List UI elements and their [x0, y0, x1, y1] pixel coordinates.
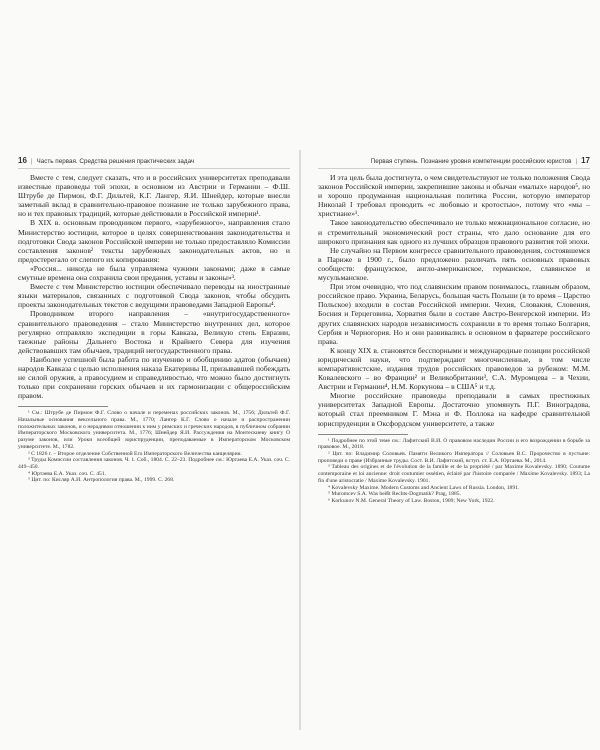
- running-title: Первая ступень. Познание уровня компетенции российских юристов: [370, 158, 572, 165]
- footnote: ³ Труды Комиссии составления законов. Ч. 1. Соб., 1804. С. 22–23. Подробнее см.: Юртаева Е.А. Указ. соч. С. 449–450.: [18, 457, 290, 470]
- quote-paragraph: «Россия... никогда не была управляема чужими законами; даже в самые смутные времена она сохранила свои предания, уставы и законы»³.: [18, 263, 290, 283]
- paragraph: Многие российские правоведы преподавали в самых престижных университетах Западной Европы. Достаточно упомянуть П.Г. Виноградова, который стал преемником Г. Мэна и Ф. Поллока на кафедре сравнительной юриспруденции в Оксфордском университете, а также: [318, 391, 590, 428]
- footnote: ² С 1826 г. – Второе отделение Собственной Его Императорского Величества канцелярии.: [28, 450, 242, 457]
- footnote: ⁵ Muromcev S.A. Was heißt Rechts-Dogmatik? Prag, 1885.: [328, 491, 461, 498]
- paragraph: При этом очевидно, что под славянским правом понималось, главным образом, российское право. Украина, Беларусь, большая часть Польши (в то время – Царство Польское) входили в состав Российской империи. Чехия, Словакия, Словения, Босния и Герцеговина, Хорватия были в составе Австро-Венгерской империи. Из других славянских народов независимость сохранили в то время только Болгария, Сербия и Черногория. Но и они развивались в основном в фарватере российского права.: [318, 282, 590, 346]
- right-page-body: [318, 173, 590, 428]
- paragraph: Не случайно на Первом конгрессе сравнительного правоведения, состоявшемся в Париже в 1900 г., было предложено различать пять основных правовых сообществ: французское, англо-американское, германское, славянское и мусульманское.: [318, 245, 590, 283]
- paragraph: К концу XIX в. становятся бесспорными и международные позиции российской юридической науки, что подтверждают многочисленные, в том числе компаративистские, издания трудов российских правоведов за рубежом: М.М. Ковалевского – во Франции² и Великобритании³, С.А. Муромцева – в Чехии, Австрии и Германии⁴, Н.М. Коркунова – в США⁵ и т.д.: [318, 345, 590, 392]
- paragraph: Такое законодательство обеспечивало не только межнациональное согласие, но и стремительный экономический рост страны, что дало основание для его широкого признания как одного из лучших образцов правового развития той эпохи.: [318, 218, 590, 246]
- footnote: ⁶ Korkunov N.M. General Theory of Law. Boston, 1909; New York, 1922.: [328, 497, 495, 504]
- right-page-footnotes: [318, 438, 590, 505]
- paragraph: В XIX в. основным проводником первого, «зарубежного», направления стало Министерство юстиции, которое в целях совершенствования законодательства и подготовки Свода законов Российской империи не только предоставляло Комиссии составления законов² тексты зарубежных законодательных актов, но и предостерегало от слепого их копирования:: [18, 218, 290, 264]
- header-separator: |: [30, 158, 33, 165]
- header-separator: |: [575, 158, 578, 165]
- footnote: ⁵ Цит. по: Кисляр А.И. Антропология права. М., 1999. С. 268.: [28, 477, 175, 484]
- paragraph: Проводником второго направления – «внутригосударственного» сравнительного правоведения – стало Министерство внутренних дел, которое регулярно отправляло экспедиции в горы Кавказа, Великую степь Евразии, таежные районы Дальнего Востока и Крайнего Севера для изучения действовавших там обычаев, традиций негосударственного права.: [18, 309, 290, 355]
- right-page: [318, 156, 590, 505]
- left-page: [18, 156, 290, 484]
- left-page-body: [18, 173, 290, 400]
- page-number: 17: [581, 156, 590, 165]
- book-gutter: [299, 150, 301, 730]
- footnote: ⁴ Юртаева Е.А. Указ. соч. С. 451.: [28, 470, 107, 477]
- page-number: 16: [18, 156, 27, 165]
- footnote-divider: [318, 434, 408, 435]
- running-title: Часть первая. Средства решения практических задач: [36, 158, 195, 165]
- right-page-header: [318, 156, 590, 169]
- paragraph: Наиболее успешной была работа по изучению и обобщению адатов (обычаев) народов Кавказа с целью исполнения наказа Екатерины II, призывавшей побеждать не силой оружия, а правосудием и справедливостью, что можно было достигнуть только при сохранении горских обычаев и их гармонизации с общероссийским правом.: [18, 354, 290, 401]
- footnote: ¹ Подробнее по этой теме см.: Лафитский В.И. О правовом наследии России и его возрождении в борьбе за правовое. М., 2018.: [318, 437, 590, 451]
- paragraph: И эта цель была достигнута, о чем свидетельствуют не только положения Свода законов Российской империи, закрепившие законы и обычаи «малых» народов⁵, но и хорошо продуманная национальная политика России, которую император Николай I требовал проводить «с любовью и кротостью», потому что «мы – христиане»¹.: [318, 173, 590, 219]
- left-page-footnotes: [18, 410, 290, 484]
- footnote-divider: [18, 406, 108, 407]
- left-page-header: [18, 156, 290, 169]
- footnote: ⁴ Kovalevsky Maxime. Modern Customs and Ancient Laws of Russia. London, 1891.: [328, 484, 520, 491]
- footnote: ² Цит. по: Владимир Соловьев. Памяти Великого Императора // Соловьев В.С. Пророчество в пустыне: проповеди о праве (Избранные труды. Сост. В.И. Лафитский, вступ. ст. Е.А. Юртаева. М., 2014.: [318, 451, 590, 464]
- footnote: ¹ См.: Штрубе де Пирмон Ф.Г. Слово о начале и переменах российских законов. М., 1756; Дильтей Ф.Г. Начальные основания вексельного права. М., 1770; Лангер К.Г. Слово о начале и распространении положительных законов, и о нерадивом отношении к ним у римских и греческих народов, в публичном собрании Императорского Московского университета. М., 1776; Шнейдер Я.И. Рассуждения на Монтескиеву книгу О разуме законов, или Уроки всеобщей юриспруденции, преподаваемые в Императорском Московском университете. М., 1782.: [18, 410, 290, 450]
- footnote: ³ Tableau des origines et de l'évolution de la famille et de la propriété / par Maxime Kovalevsky. 1890; Coutume contemporaine et loi ancienne: droit coutumier ossétien, éclairé par l'histoire comparée / Maxime Kovalevsky. 1893; La fin d'une aristocratie / Maxime Kovalevsky. 1901.: [318, 464, 590, 484]
- paragraph: Вместе с тем, следует сказать, что и в российских университетах преподавали известные правоведы той эпохи, в основном из Австрии и Германии – Ф.Ш. Штрубе де Пирмон, Ф.Г. Дильтей, К.Г. Лангер, Я.И. Шнейдер, которые внесли заметный вклад в сравнительно-правовое познание не только зарубежного права, но и тех правовых традиций, которые действовали в Российской империи¹.: [18, 173, 290, 219]
- paragraph: Вместе с тем Министерство юстиции обеспечивало переводы на иностранные языки материалов, связанных с подготовкой Свода законов, чтобы обсудить проекты законодательных текстов с ведущими правоведами Западной Европы⁴.: [18, 282, 290, 310]
